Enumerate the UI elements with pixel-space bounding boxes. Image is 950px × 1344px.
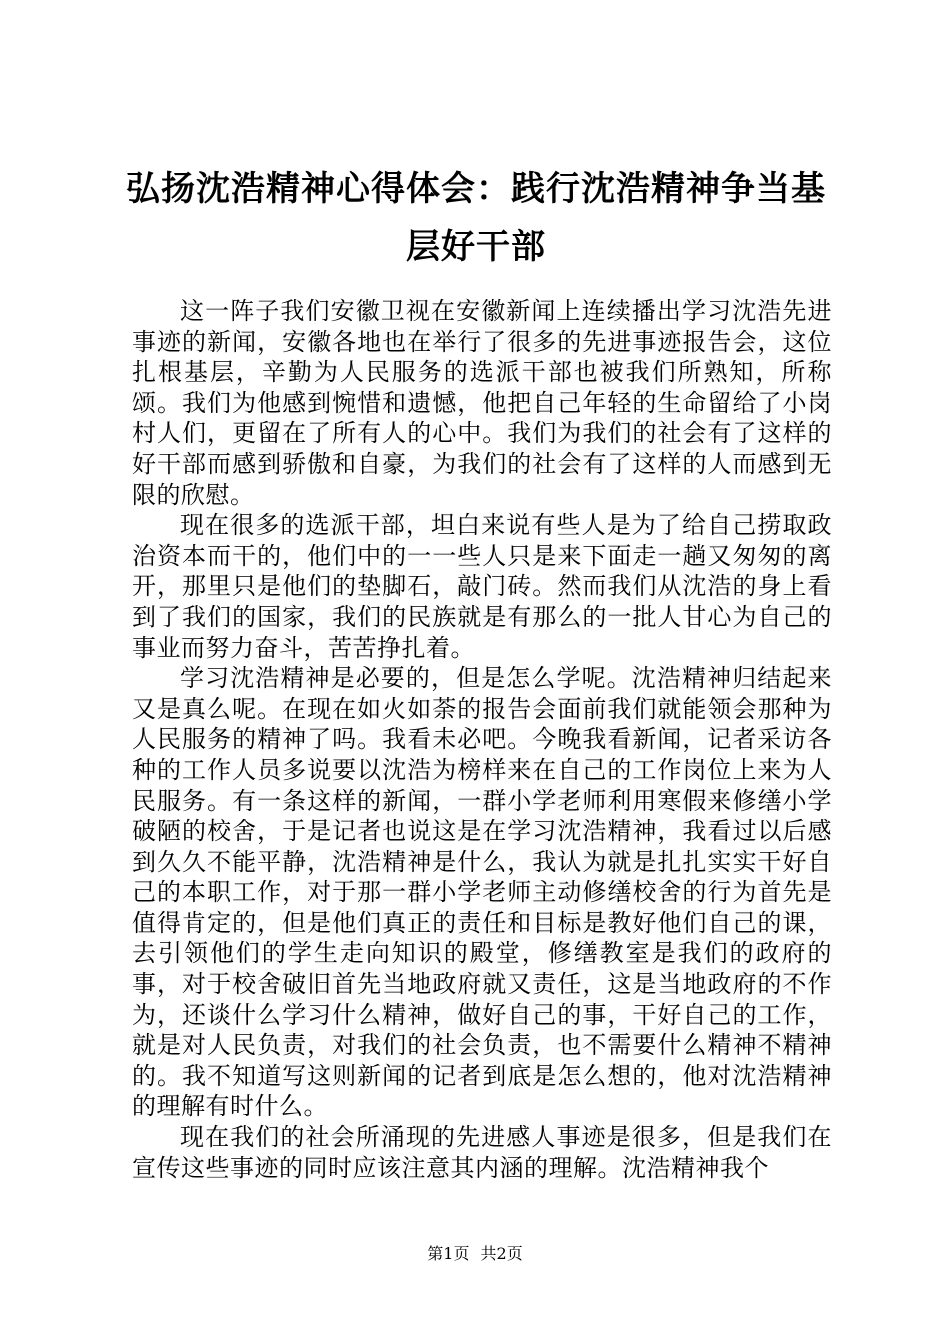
paragraph-3: 学习沈浩精神是必要的，但是怎么学呢。沈浩精神归结起来又是真么呢。在现在如火如荼的报告会面前我们就能领会那种为人民服务的精神了吗。我看未必吧。今晚我看新闻，记者采访各种的工作人员多说要以沈浩为榜样来在自己的工作岗位上来为人民服务。有一条这样的新闻，一群小学老师利用寒假来修缮小学破陋的校舍，于是记者也说这是在学习沈浩精神，我看过以后感到久久不能平静，沈浩精神是什么，我认为就是扎扎实实干好自己的本职工作，对于那一群小学老师主动修缮校舍的行为首先是值得肯定的，但是他们真正的责任和目标是教好他们自己的课，去引领他们的学生走向知识的殿堂，修缮教室是我们的政府的事，对于校舍破旧首先当地政府就又责任，这是当地政府的不作为，还谈什么学习什么精神，做好自己的事，干好自己的工作，就是对人民负责，对我们的社会负责，也不需要什么精神不精神的。我不知道写这则新闻的记者到底是怎么想的，他对沈浩精神的理解有时什么。 — [132, 664, 832, 1121]
page-total: 共2页 — [480, 1244, 523, 1263]
paragraph-4: 现在我们的社会所涌现的先进感人事迹是很多，但是我们在宣传这些事迹的同时应该注意其内涵的理解。沈浩精神我个 — [132, 1123, 832, 1182]
paragraph-2: 现在很多的选派干部，坦白来说有些人是为了给自己捞取政治资本而干的，他们中的一一些人只是来下面走一趟又匆匆的离开，那里只是他们的垫脚石，敲门砖。然而我们从沈浩的身上看到了我们的国家，我们的民族就是有那么的一批人甘心为自己的事业而努力奋斗，苦苦挣扎着。 — [132, 511, 832, 662]
paragraph-1: 这一阵子我们安徽卫视在安徽新闻上连续播出学习沈浩先进事迹的新闻，安徽各地也在举行了很多的先进事迹报告会，这位扎根基层，辛勤为人民服务的选派干部也被我们所熟知，所称颂。我们为他感到惋惜和遗憾，他把自己年轻的生命留给了小岗村人们，更留在了所有人的心中。我们为我们的社会有了这样的好干部而感到骄傲和自豪，为我们的社会有了这样的人而感到无限的欣慰。 — [132, 297, 832, 509]
page-footer — [0, 1244, 950, 1264]
document-body — [132, 296, 832, 1183]
page-number: 第1页 — [427, 1244, 470, 1263]
document-title: 弘扬沈浩精神心得体会：践行沈浩精神争当基层好干部 — [126, 169, 826, 267]
